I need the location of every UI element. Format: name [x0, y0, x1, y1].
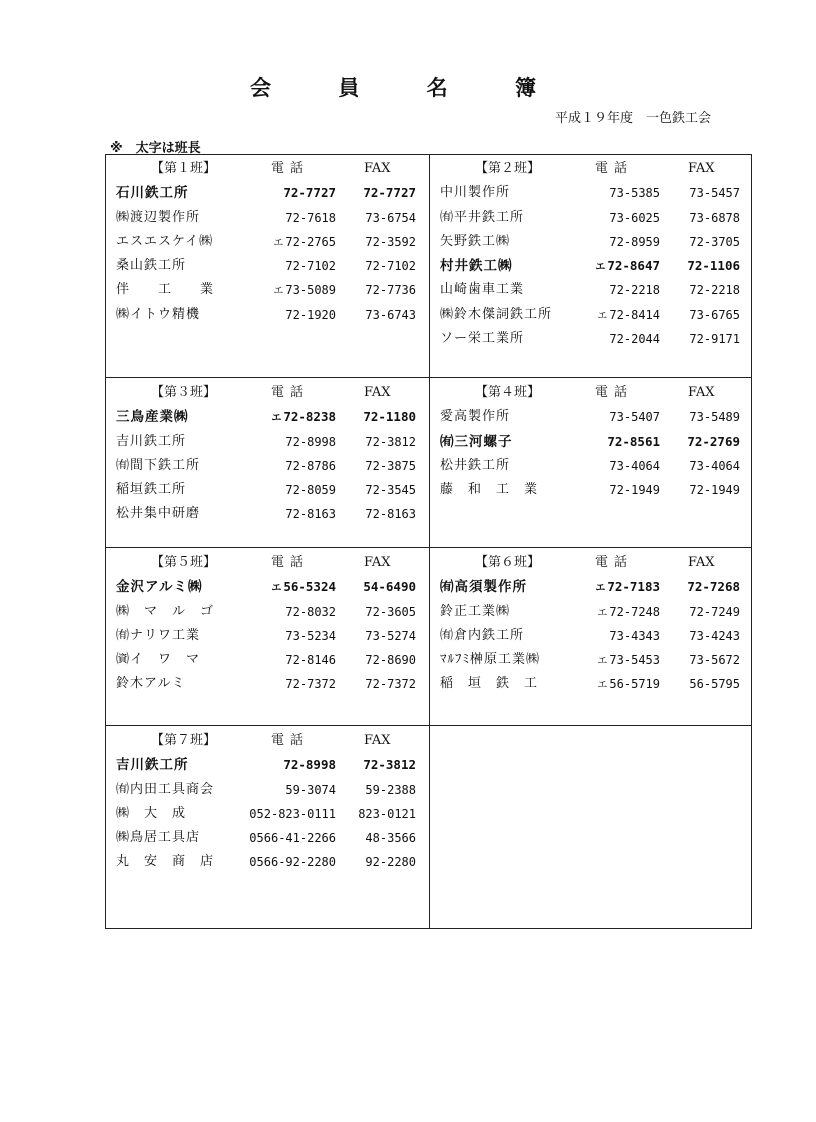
section-header	[430, 157, 752, 181]
member-name: 藤 和 工 業	[440, 482, 539, 498]
member-name: エスエスケイ㈱	[116, 233, 214, 249]
section-header	[106, 157, 428, 181]
row-divider	[106, 377, 751, 378]
member-name: ﾏﾙﾌﾐ榊原工業㈱	[440, 652, 541, 668]
phone-number: 73-4064	[609, 458, 660, 473]
member-row	[106, 600, 428, 624]
phone-number: 0566-41-2266	[249, 831, 336, 846]
section-header	[430, 551, 752, 575]
member-phone	[609, 624, 660, 648]
phone-column-header: 電話	[271, 733, 310, 748]
phone-number: 72-7372	[285, 677, 336, 692]
phone-number: 72-2765	[285, 234, 336, 249]
member-row	[106, 648, 428, 672]
section-label: 【第６班】	[475, 555, 541, 570]
member-row	[430, 430, 752, 454]
member-fax: 73-6754	[365, 210, 416, 225]
member-fax: 73-5457	[689, 186, 740, 201]
member-phone	[595, 575, 660, 601]
member-row	[430, 181, 752, 205]
fax-column-header: FAX	[688, 385, 715, 400]
member-name: ㈲平井鉄工所	[440, 209, 525, 225]
member-phone	[609, 278, 660, 302]
member-row	[106, 753, 428, 777]
member-name: 桑山鉄工所	[116, 258, 187, 274]
member-name: 中川製作所	[440, 185, 511, 201]
member-name: 金沢アルミ㈱	[116, 579, 203, 596]
member-name: 鈴正工業㈱	[440, 603, 511, 619]
fax-column-header: FAX	[688, 161, 715, 176]
member-name: 伴 工 業	[116, 282, 215, 298]
row-divider	[106, 547, 751, 548]
member-phone	[609, 405, 660, 429]
phone-number: 73-6025	[609, 210, 660, 225]
member-phone	[609, 478, 660, 502]
member-name: ㈲高須製作所	[440, 579, 527, 596]
phone-number: 72-7727	[283, 185, 336, 201]
section-header	[106, 551, 428, 575]
member-fax: 73-5274	[365, 628, 416, 643]
phone-number: 72-1949	[609, 483, 660, 498]
member-row	[106, 672, 428, 696]
member-row	[430, 454, 752, 478]
member-name: ㈲倉内鉄工所	[440, 627, 525, 643]
phone-number: 73-5234	[285, 628, 336, 643]
member-row	[430, 405, 752, 429]
phone-number: 72-8163	[285, 507, 336, 522]
phone-number: 72-8959	[609, 234, 660, 249]
member-fax: 73-6765	[689, 307, 740, 322]
phone-number: 72-2218	[609, 283, 660, 298]
member-name: ㈱鈴木傑詞鉄工所	[440, 306, 553, 322]
member-row	[106, 278, 428, 302]
member-row	[430, 648, 752, 672]
member-name: ㈱ マ ル ゴ	[116, 603, 215, 619]
member-phone	[609, 206, 660, 230]
member-phone	[285, 430, 336, 454]
phone-number: 73-5407	[609, 410, 660, 425]
member-phone	[249, 826, 336, 850]
phone-column-header: 電話	[271, 555, 310, 570]
phone-number: 73-5089	[285, 283, 336, 298]
member-fax: 72-7102	[365, 259, 416, 274]
member-fax: 72-1949	[689, 483, 740, 498]
member-row	[430, 575, 752, 599]
phone-number: 052-823-0111	[249, 806, 336, 821]
member-name: ㈲三河螺子	[440, 433, 513, 450]
member-name: 稲 垣 鉄 工	[440, 676, 539, 692]
phone-number: 72-8561	[607, 433, 660, 449]
phone-column-header: 電話	[595, 555, 634, 570]
member-name: 村井鉄工㈱	[440, 258, 513, 275]
section-header	[106, 381, 428, 405]
member-phone	[607, 430, 660, 454]
member-name: 石川鉄工所	[116, 185, 189, 202]
member-name: 矢野鉄工㈱	[440, 233, 511, 249]
section-label: 【第１班】	[151, 161, 217, 176]
member-name: 吉川鉄工所	[116, 433, 187, 449]
member-name: ㈲ナリワ工業	[116, 627, 201, 643]
member-fax: 56-5795	[689, 677, 740, 692]
member-row	[106, 826, 428, 850]
phone-column-header: 電話	[595, 385, 634, 400]
member-name: 松井集中研磨	[116, 506, 201, 522]
section-header	[430, 381, 752, 405]
member-row	[106, 303, 428, 327]
member-fax: 54-6490	[363, 579, 416, 595]
phone-mark: エ	[597, 310, 608, 322]
member-name: ㈱渡辺製作所	[116, 209, 201, 225]
section-2	[430, 157, 752, 351]
member-phone	[285, 206, 336, 230]
member-fax: 72-3812	[365, 434, 416, 449]
member-phone	[273, 230, 336, 256]
member-fax: 73-5672	[689, 653, 740, 668]
member-name: ㈱イトウ精機	[116, 306, 201, 322]
member-row	[106, 778, 428, 802]
member-phone	[249, 802, 336, 826]
member-row	[430, 206, 752, 230]
phone-column-header: 電話	[595, 161, 634, 176]
phone-number: 72-7183	[607, 579, 660, 595]
member-name: ㈱鳥居工具店	[116, 830, 201, 846]
section-7	[106, 729, 428, 875]
phone-number: 72-1920	[285, 307, 336, 322]
member-phone	[609, 454, 660, 478]
section-5	[106, 551, 428, 697]
member-fax: 72-7249	[689, 604, 740, 619]
fax-column-header: FAX	[364, 385, 391, 400]
section-label: 【第７班】	[151, 733, 217, 748]
section-4	[430, 381, 752, 502]
member-name: 吉川鉄工所	[116, 757, 189, 774]
member-phone	[597, 672, 660, 698]
member-row	[106, 181, 428, 205]
member-row	[430, 254, 752, 278]
member-fax: 72-2218	[689, 283, 740, 298]
member-name: ソー栄工業所	[440, 331, 525, 347]
fax-column-header: FAX	[364, 161, 391, 176]
member-phone	[597, 303, 660, 329]
member-phone	[283, 181, 336, 205]
section-1	[106, 157, 428, 327]
phone-number: 72-7102	[285, 259, 336, 274]
member-fax: 72-7727	[363, 185, 416, 201]
phone-mark: エ	[271, 413, 282, 425]
phone-number: 73-5385	[609, 186, 660, 201]
member-name: ㈱ 大 成	[116, 805, 187, 821]
member-fax: 73-6743	[365, 307, 416, 322]
member-row	[106, 575, 428, 599]
member-fax: 72-1106	[687, 258, 740, 274]
member-phone	[595, 254, 660, 280]
member-row	[106, 454, 428, 478]
phone-number: 59-3074	[285, 782, 336, 797]
phone-number: 72-8647	[607, 258, 660, 274]
phone-mark: エ	[595, 262, 606, 274]
member-phone	[285, 624, 336, 648]
member-phone	[285, 478, 336, 502]
member-fax: 72-7736	[365, 283, 416, 298]
member-row	[106, 405, 428, 429]
member-row	[106, 502, 428, 526]
member-fax: 72-7372	[365, 677, 416, 692]
member-fax: 72-3705	[689, 234, 740, 249]
phone-number: 56-5324	[283, 579, 336, 595]
member-directory-grid	[105, 154, 752, 929]
member-row	[430, 303, 752, 327]
member-phone	[597, 600, 660, 626]
member-fax: 73-4064	[689, 458, 740, 473]
member-fax: 72-2769	[687, 433, 740, 449]
phone-number: 72-8998	[285, 434, 336, 449]
member-row	[430, 624, 752, 648]
member-row	[106, 206, 428, 230]
phone-mark: エ	[273, 237, 284, 249]
member-phone	[285, 502, 336, 526]
phone-number: 73-4343	[609, 628, 660, 643]
member-row	[430, 327, 752, 351]
member-name: 愛高製作所	[440, 409, 511, 425]
phone-mark: エ	[597, 656, 608, 668]
phone-number: 72-8059	[285, 483, 336, 498]
member-phone	[273, 278, 336, 304]
member-fax: 73-5489	[689, 410, 740, 425]
section-label: 【第５班】	[151, 555, 217, 570]
bold-legend-note: ※ 太字は班長	[110, 141, 201, 156]
phone-mark: エ	[597, 680, 608, 692]
member-name: 鈴木アルミ	[116, 676, 186, 692]
phone-column-header: 電話	[271, 385, 310, 400]
member-fax: 72-9171	[689, 332, 740, 347]
section-label: 【第２班】	[475, 161, 541, 176]
fax-column-header: FAX	[688, 555, 715, 570]
phone-number: 73-5453	[609, 653, 660, 668]
member-fax: 72-8690	[365, 653, 416, 668]
member-row	[106, 230, 428, 254]
member-fax: 72-1180	[363, 409, 416, 425]
member-phone	[597, 648, 660, 674]
member-fax: 92-2280	[365, 855, 416, 870]
phone-number: 72-2044	[609, 332, 660, 347]
member-row	[430, 672, 752, 696]
member-row	[430, 600, 752, 624]
member-phone	[609, 230, 660, 254]
member-name: 丸 安 商 店	[116, 854, 215, 870]
member-phone	[285, 454, 336, 478]
member-phone	[609, 327, 660, 351]
member-row	[106, 430, 428, 454]
member-fax: 72-3545	[365, 483, 416, 498]
phone-number: 56-5719	[609, 677, 660, 692]
phone-number: 72-8786	[285, 458, 336, 473]
member-phone	[285, 600, 336, 624]
member-fax: 72-8163	[365, 507, 416, 522]
section-header	[106, 729, 428, 753]
member-phone	[609, 181, 660, 205]
phone-mark: エ	[597, 607, 608, 619]
phone-number: 72-7618	[285, 210, 336, 225]
member-phone	[283, 753, 336, 777]
member-row	[106, 624, 428, 648]
phone-mark: エ	[273, 286, 284, 298]
member-row	[106, 254, 428, 278]
member-fax: 73-4243	[689, 628, 740, 643]
member-name: ㈲間下鉄工所	[116, 457, 201, 473]
member-row	[106, 802, 428, 826]
member-row	[430, 230, 752, 254]
member-phone	[285, 778, 336, 802]
member-row	[430, 478, 752, 502]
row-divider	[106, 725, 751, 726]
member-fax: 59-2388	[365, 782, 416, 797]
member-row	[106, 850, 428, 874]
member-fax: 72-3812	[363, 757, 416, 773]
member-fax: 72-3592	[365, 234, 416, 249]
member-phone	[249, 850, 336, 874]
phone-number: 72-8414	[609, 307, 660, 322]
member-phone	[285, 672, 336, 696]
member-fax: 823-0121	[358, 806, 416, 821]
phone-number: 72-8032	[285, 604, 336, 619]
document-subtitle: 平成１９年度 一色鉄工会	[555, 111, 712, 126]
member-fax: 48-3566	[365, 831, 416, 846]
member-name: 三鳥産業㈱	[116, 409, 189, 426]
section-label: 【第４班】	[475, 385, 541, 400]
phone-mark: エ	[271, 583, 282, 595]
phone-number: 72-8238	[283, 409, 336, 425]
member-phone	[271, 405, 336, 431]
phone-number: 0566-92-2280	[249, 855, 336, 870]
phone-number: 72-7248	[609, 604, 660, 619]
member-row	[106, 478, 428, 502]
member-name: 稲垣鉄工所	[116, 482, 187, 498]
fax-column-header: FAX	[364, 733, 391, 748]
section-3	[106, 381, 428, 527]
phone-column-header: 電話	[271, 161, 310, 176]
member-name: ㈲内田工具商会	[116, 781, 215, 797]
phone-mark: エ	[595, 583, 606, 595]
member-fax: 72-7268	[687, 579, 740, 595]
document-title: 会 員 名 簿	[250, 76, 566, 100]
member-phone	[285, 303, 336, 327]
phone-number: 72-8998	[283, 757, 336, 773]
member-row	[430, 278, 752, 302]
member-phone	[285, 254, 336, 278]
member-fax: 73-6878	[689, 210, 740, 225]
member-fax: 72-3875	[365, 458, 416, 473]
section-6	[430, 551, 752, 697]
fax-column-header: FAX	[364, 555, 391, 570]
member-name: 松井鉄工所	[440, 457, 511, 473]
member-fax: 72-3605	[365, 604, 416, 619]
section-label: 【第３班】	[151, 385, 217, 400]
member-name: 山崎歯車工業	[440, 282, 525, 298]
member-phone	[285, 648, 336, 672]
phone-number: 72-8146	[285, 653, 336, 668]
member-phone	[271, 575, 336, 601]
member-name: ㈾イ ワ マ	[116, 652, 201, 668]
